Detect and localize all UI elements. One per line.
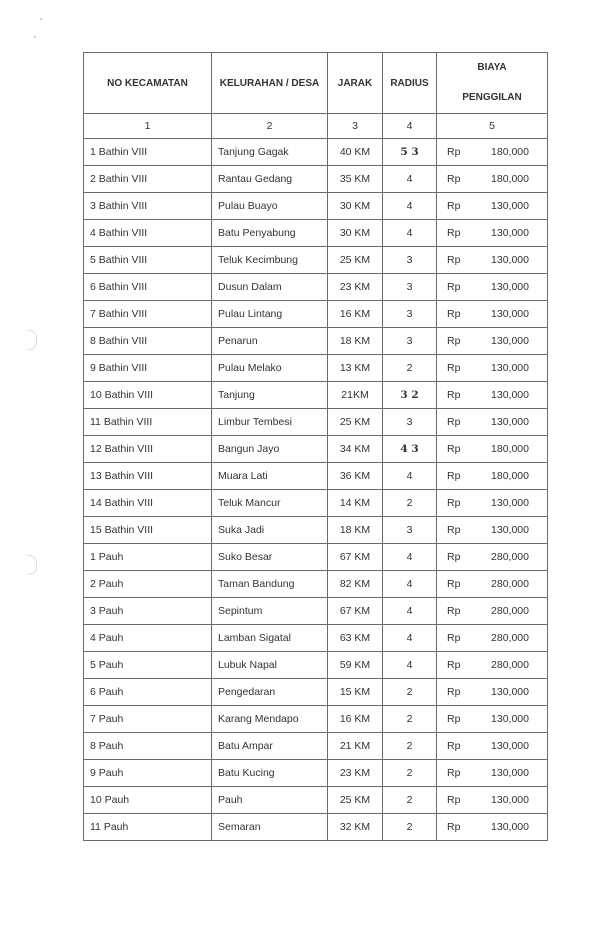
- biaya-amount: 280,000: [491, 578, 529, 590]
- jarak-cell: 21 KM: [328, 733, 383, 760]
- jarak-cell: 16 KM: [328, 301, 383, 328]
- biaya-amount: 130,000: [491, 416, 529, 428]
- currency-label: Rp: [447, 200, 461, 212]
- biaya-cell: [437, 544, 548, 571]
- header-biaya-line1: BIAYA: [477, 62, 507, 73]
- radius-cell: 4: [383, 193, 437, 220]
- jarak-cell: 40 KM: [328, 139, 383, 166]
- jarak-cell: 67 KM: [328, 544, 383, 571]
- biaya-cell: [437, 328, 548, 355]
- radius-cell: 4: [383, 220, 437, 247]
- column-number: 2: [212, 114, 328, 139]
- currency-label: Rp: [447, 443, 461, 455]
- currency-label: Rp: [447, 146, 461, 158]
- biaya-amount: 130,000: [491, 740, 529, 752]
- table-row: [84, 274, 548, 301]
- radius-cell: 4 3: [383, 436, 437, 463]
- punch-hole-mark: [28, 330, 37, 350]
- kecamatan-cell: 4 Pauh: [84, 625, 212, 652]
- column-number: 1: [84, 114, 212, 139]
- header-biaya-penggilan: [437, 53, 548, 114]
- table-row: [84, 247, 548, 274]
- jarak-cell: 63 KM: [328, 625, 383, 652]
- biaya-amount: 280,000: [491, 605, 529, 617]
- currency-label: Rp: [447, 794, 461, 806]
- kecamatan-cell: 8 Pauh: [84, 733, 212, 760]
- table-row: [84, 652, 548, 679]
- kelurahan-cell: Muara Lati: [212, 463, 328, 490]
- header-row: [84, 53, 548, 114]
- currency-label: Rp: [447, 173, 461, 185]
- punch-hole-mark: [28, 555, 37, 575]
- biaya-amount: 280,000: [491, 659, 529, 671]
- biaya-amount: 280,000: [491, 632, 529, 644]
- jarak-cell: 25 KM: [328, 787, 383, 814]
- jarak-cell: 15 KM: [328, 679, 383, 706]
- jarak-cell: 18 KM: [328, 328, 383, 355]
- kelurahan-cell: Suka Jadi: [212, 517, 328, 544]
- biaya-cell: [437, 652, 548, 679]
- biaya-cell: [437, 679, 548, 706]
- radius-cell: 4: [383, 571, 437, 598]
- biaya-cell: [437, 166, 548, 193]
- kelurahan-cell: Lubuk Napal: [212, 652, 328, 679]
- kecamatan-cell: 5 Pauh: [84, 652, 212, 679]
- radius-cell: 5 3: [383, 139, 437, 166]
- currency-label: Rp: [447, 605, 461, 617]
- kecamatan-cell: 9 Pauh: [84, 760, 212, 787]
- kelurahan-cell: Pengedaran: [212, 679, 328, 706]
- currency-label: Rp: [447, 632, 461, 644]
- currency-label: Rp: [447, 470, 461, 482]
- biaya-cell: [437, 706, 548, 733]
- table-row: [84, 301, 548, 328]
- currency-label: Rp: [447, 740, 461, 752]
- table-row: [84, 436, 548, 463]
- kelurahan-cell: Lamban Sigatal: [212, 625, 328, 652]
- column-number: 5: [437, 114, 548, 139]
- table-row: [84, 166, 548, 193]
- biaya-amount: 180,000: [491, 146, 529, 158]
- kelurahan-cell: Tanjung: [212, 382, 328, 409]
- radius-cell: 3: [383, 517, 437, 544]
- kecamatan-cell: 7 Pauh: [84, 706, 212, 733]
- currency-label: Rp: [447, 821, 461, 833]
- kecamatan-cell: 10 Bathin VIII: [84, 382, 212, 409]
- kelurahan-cell: Bangun Jayo: [212, 436, 328, 463]
- biaya-amount: 130,000: [491, 200, 529, 212]
- kelurahan-cell: Penarun: [212, 328, 328, 355]
- header-no-kecamatan: NO KECAMATAN: [84, 53, 212, 114]
- radius-cell: 3 2: [383, 382, 437, 409]
- table-row: [84, 328, 548, 355]
- biaya-cell: [437, 490, 548, 517]
- biaya-amount: 130,000: [491, 497, 529, 509]
- header-radius: RADIUS: [383, 53, 437, 114]
- jarak-cell: 36 KM: [328, 463, 383, 490]
- biaya-cell: [437, 193, 548, 220]
- currency-label: Rp: [447, 578, 461, 590]
- radius-cell: 2: [383, 760, 437, 787]
- biaya-amount: 130,000: [491, 335, 529, 347]
- jarak-cell: 23 KM: [328, 274, 383, 301]
- table-row: [84, 382, 548, 409]
- currency-label: Rp: [447, 281, 461, 293]
- radius-cell: 4: [383, 166, 437, 193]
- kecamatan-cell: 14 Bathin VIII: [84, 490, 212, 517]
- biaya-cell: [437, 355, 548, 382]
- column-number-row: [84, 114, 548, 139]
- biaya-amount: 130,000: [491, 227, 529, 239]
- kecamatan-cell: 10 Pauh: [84, 787, 212, 814]
- biaya-cell: [437, 517, 548, 544]
- column-number: 3: [328, 114, 383, 139]
- kecamatan-cell: 12 Bathin VIII: [84, 436, 212, 463]
- table-row: [84, 139, 548, 166]
- table-row: [84, 220, 548, 247]
- kecamatan-cell: 6 Pauh: [84, 679, 212, 706]
- kecamatan-cell: 11 Bathin VIII: [84, 409, 212, 436]
- kelurahan-cell: Batu Kucing: [212, 760, 328, 787]
- biaya-cell: [437, 436, 548, 463]
- kecamatan-cell: 3 Bathin VIII: [84, 193, 212, 220]
- kecamatan-cell: 9 Bathin VIII: [84, 355, 212, 382]
- jarak-cell: 14 KM: [328, 490, 383, 517]
- currency-label: Rp: [447, 362, 461, 374]
- currency-label: Rp: [447, 497, 461, 509]
- currency-label: Rp: [447, 308, 461, 320]
- biaya-amount: 130,000: [491, 308, 529, 320]
- biaya-cell: [437, 463, 548, 490]
- biaya-cell: [437, 301, 548, 328]
- jarak-cell: 25 KM: [328, 409, 383, 436]
- kelurahan-cell: Batu Penyabung: [212, 220, 328, 247]
- jarak-cell: 30 KM: [328, 220, 383, 247]
- biaya-amount: 180,000: [491, 173, 529, 185]
- biaya-cell: [437, 814, 548, 841]
- currency-label: Rp: [447, 254, 461, 266]
- currency-label: Rp: [447, 551, 461, 563]
- biaya-cell: [437, 382, 548, 409]
- jarak-cell: 32 KM: [328, 814, 383, 841]
- biaya-cell: [437, 409, 548, 436]
- biaya-cell: [437, 598, 548, 625]
- kecamatan-cell: 15 Bathin VIII: [84, 517, 212, 544]
- kelurahan-cell: Pulau Lintang: [212, 301, 328, 328]
- kecamatan-cell: 4 Bathin VIII: [84, 220, 212, 247]
- kecamatan-cell: 7 Bathin VIII: [84, 301, 212, 328]
- header-jarak: JARAK: [328, 53, 383, 114]
- kelurahan-cell: Tanjung Gagak: [212, 139, 328, 166]
- kelurahan-cell: Teluk Mancur: [212, 490, 328, 517]
- currency-label: Rp: [447, 227, 461, 239]
- radius-cell: 2: [383, 706, 437, 733]
- kecamatan-cell: 1 Bathin VIII: [84, 139, 212, 166]
- biaya-amount: 130,000: [491, 281, 529, 293]
- table-row: [84, 787, 548, 814]
- currency-label: Rp: [447, 524, 461, 536]
- jarak-cell: 21KM: [328, 382, 383, 409]
- kelurahan-cell: Batu Ampar: [212, 733, 328, 760]
- biaya-amount: 180,000: [491, 443, 529, 455]
- jarak-cell: 34 KM: [328, 436, 383, 463]
- table-row: [84, 517, 548, 544]
- kelurahan-cell: Dusun Dalam: [212, 274, 328, 301]
- kelurahan-cell: Pauh: [212, 787, 328, 814]
- biaya-cell: [437, 733, 548, 760]
- radius-cell: 3: [383, 301, 437, 328]
- biaya-cell: [437, 139, 548, 166]
- table-row: [84, 760, 548, 787]
- radius-cell: 3: [383, 328, 437, 355]
- kecamatan-cell: 13 Bathin VIII: [84, 463, 212, 490]
- table-row: [84, 706, 548, 733]
- table-row: [84, 544, 548, 571]
- kecamatan-cell: 1 Pauh: [84, 544, 212, 571]
- kecamatan-cell: 2 Bathin VIII: [84, 166, 212, 193]
- kelurahan-cell: Rantau Gedang: [212, 166, 328, 193]
- radius-cell: 4: [383, 652, 437, 679]
- kecamatan-cell: 5 Bathin VIII: [84, 247, 212, 274]
- table-row: [84, 679, 548, 706]
- jarak-cell: 18 KM: [328, 517, 383, 544]
- kecamatan-cell: 3 Pauh: [84, 598, 212, 625]
- biaya-cell: [437, 571, 548, 598]
- kecamatan-cell: 8 Bathin VIII: [84, 328, 212, 355]
- radius-cell: 3: [383, 409, 437, 436]
- radius-cell: 3: [383, 247, 437, 274]
- currency-label: Rp: [447, 686, 461, 698]
- jarak-cell: 30 KM: [328, 193, 383, 220]
- biaya-amount: 130,000: [491, 362, 529, 374]
- jarak-cell: 59 KM: [328, 652, 383, 679]
- header-kelurahan-desa: KELURAHAN / DESA: [212, 53, 328, 114]
- table-row: [84, 598, 548, 625]
- biaya-cell: [437, 247, 548, 274]
- biaya-amount: 280,000: [491, 551, 529, 563]
- kelurahan-cell: Karang Mendapo: [212, 706, 328, 733]
- kelurahan-cell: Limbur Tembesi: [212, 409, 328, 436]
- kelurahan-cell: Semaran: [212, 814, 328, 841]
- currency-label: Rp: [447, 389, 461, 401]
- jarak-cell: 82 KM: [328, 571, 383, 598]
- currency-label: Rp: [447, 659, 461, 671]
- radius-cell: 4: [383, 625, 437, 652]
- table-row: [84, 571, 548, 598]
- biaya-amount: 180,000: [491, 470, 529, 482]
- biaya-amount: 130,000: [491, 524, 529, 536]
- jarak-cell: 16 KM: [328, 706, 383, 733]
- table-row: [84, 463, 548, 490]
- header-biaya-line2: PENGGILAN: [462, 92, 522, 103]
- currency-label: Rp: [447, 713, 461, 725]
- biaya-amount: 130,000: [491, 713, 529, 725]
- table-row: [84, 409, 548, 436]
- biaya-cell: [437, 220, 548, 247]
- radius-cell: 2: [383, 355, 437, 382]
- radius-cell: 2: [383, 787, 437, 814]
- biaya-cell: [437, 274, 548, 301]
- biaya-cell: [437, 787, 548, 814]
- jarak-cell: 13 KM: [328, 355, 383, 382]
- kelurahan-cell: Pulau Buayo: [212, 193, 328, 220]
- jarak-cell: 35 KM: [328, 166, 383, 193]
- table-row: [84, 814, 548, 841]
- scan-speck: [40, 18, 42, 20]
- table-row: [84, 733, 548, 760]
- tariff-table: [83, 52, 548, 841]
- biaya-amount: 130,000: [491, 389, 529, 401]
- kelurahan-cell: Taman Bandung: [212, 571, 328, 598]
- column-number: 4: [383, 114, 437, 139]
- kecamatan-cell: 6 Bathin VIII: [84, 274, 212, 301]
- radius-cell: 2: [383, 733, 437, 760]
- radius-cell: 3: [383, 274, 437, 301]
- biaya-amount: 130,000: [491, 767, 529, 779]
- kelurahan-cell: Suko Besar: [212, 544, 328, 571]
- currency-label: Rp: [447, 335, 461, 347]
- table-body: [84, 139, 548, 841]
- kecamatan-cell: 11 Pauh: [84, 814, 212, 841]
- radius-cell: 4: [383, 463, 437, 490]
- kecamatan-cell: 2 Pauh: [84, 571, 212, 598]
- radius-cell: 2: [383, 814, 437, 841]
- biaya-cell: [437, 760, 548, 787]
- biaya-amount: 130,000: [491, 254, 529, 266]
- biaya-amount: 130,000: [491, 794, 529, 806]
- radius-cell: 4: [383, 544, 437, 571]
- table-row: [84, 625, 548, 652]
- currency-label: Rp: [447, 416, 461, 428]
- kelurahan-cell: Teluk Kecimbung: [212, 247, 328, 274]
- biaya-cell: [437, 625, 548, 652]
- table-row: [84, 355, 548, 382]
- kelurahan-cell: Pulau Melako: [212, 355, 328, 382]
- kelurahan-cell: Sepintum: [212, 598, 328, 625]
- jarak-cell: 67 KM: [328, 598, 383, 625]
- scan-speck: [34, 36, 36, 38]
- table-row: [84, 193, 548, 220]
- table-row: [84, 490, 548, 517]
- biaya-amount: 130,000: [491, 821, 529, 833]
- jarak-cell: 25 KM: [328, 247, 383, 274]
- radius-cell: 4: [383, 598, 437, 625]
- radius-cell: 2: [383, 679, 437, 706]
- biaya-amount: 130,000: [491, 686, 529, 698]
- radius-cell: 2: [383, 490, 437, 517]
- jarak-cell: 23 KM: [328, 760, 383, 787]
- currency-label: Rp: [447, 767, 461, 779]
